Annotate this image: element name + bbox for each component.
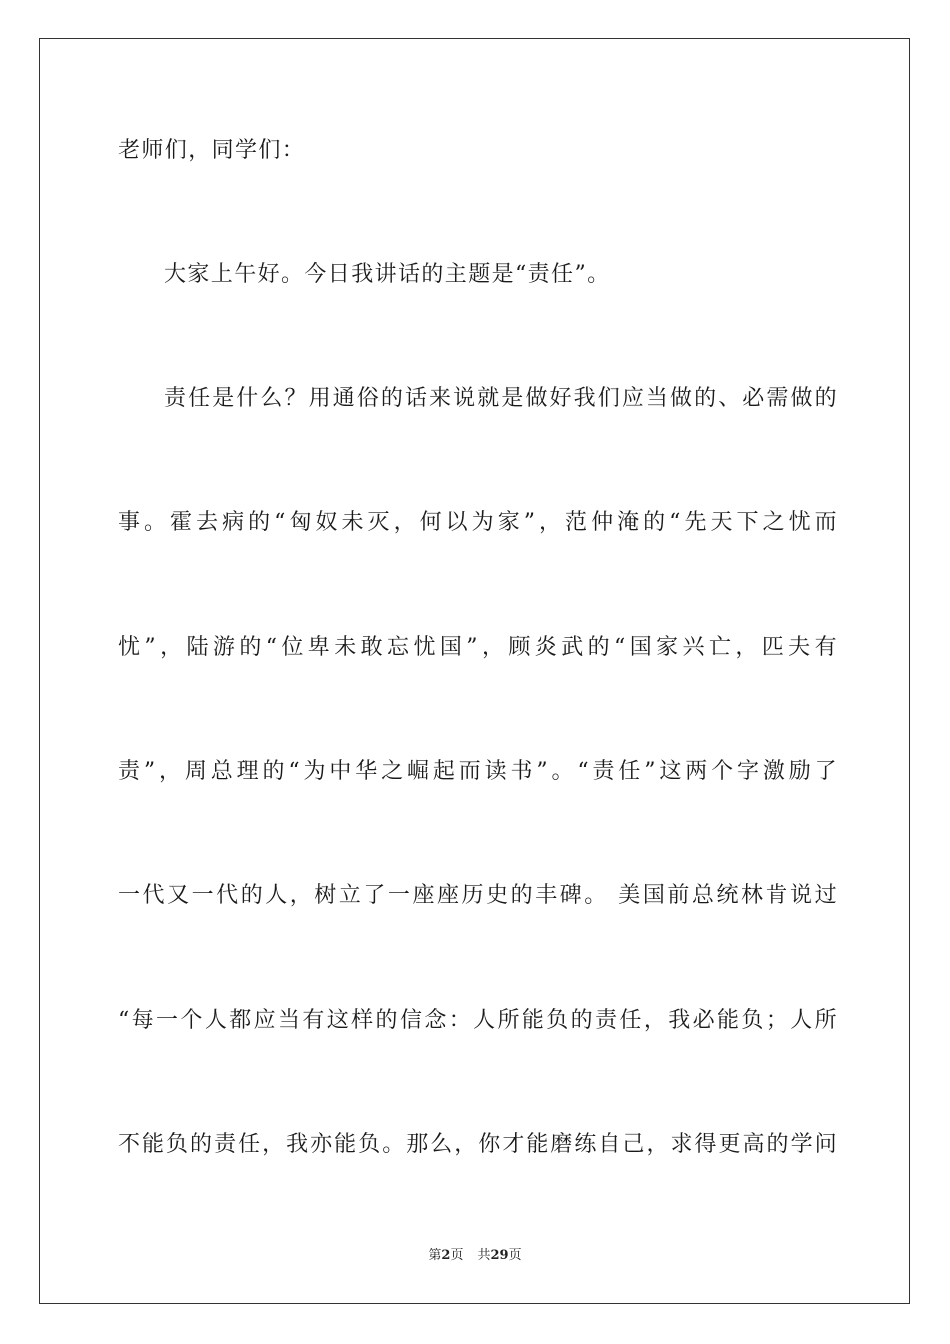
page-footer [0,1247,950,1265]
body-line: 忧”，陆游的“位卑未敢忘忧国”，顾炎武的“国家兴亡，匹夫有 [118,635,838,660]
body-line: 责任是什么？用通俗的话来说就是做好我们应当做的、必需做的 [164,386,838,411]
page-prefix: 第 [428,1248,442,1263]
body-line: 一代又一代的人，树立了一座座历史的丰碑。 美国前总统林肯说过 [118,883,838,908]
greeting-line: 大家上午好。今日我讲话的主题是“责任”。 [164,262,611,287]
salutation-line: 老师们，同学们： [118,138,306,163]
page-number: 2 [441,1248,451,1263]
total-pages: 29 [490,1248,509,1263]
total-suffix: 页 [508,1248,522,1263]
body-line: 事。霍去病的“匈奴未灭，何以为家”，范仲淹的“先天下之忧而 [118,510,838,535]
body-line: 责”，周总理的“为中华之崛起而读书”。“责任”这两个字激励了 [118,759,838,784]
total-prefix: 共 [477,1248,491,1263]
page-border [39,38,910,1304]
body-line: 不能负的责任，我亦能负。那么，你才能磨练自己，求得更高的学问 [118,1132,838,1157]
body-line: “每一个人都应当有这样的信念：人所能负的责任，我必能负；人所 [118,1008,838,1033]
page-suffix: 页 [450,1248,464,1263]
